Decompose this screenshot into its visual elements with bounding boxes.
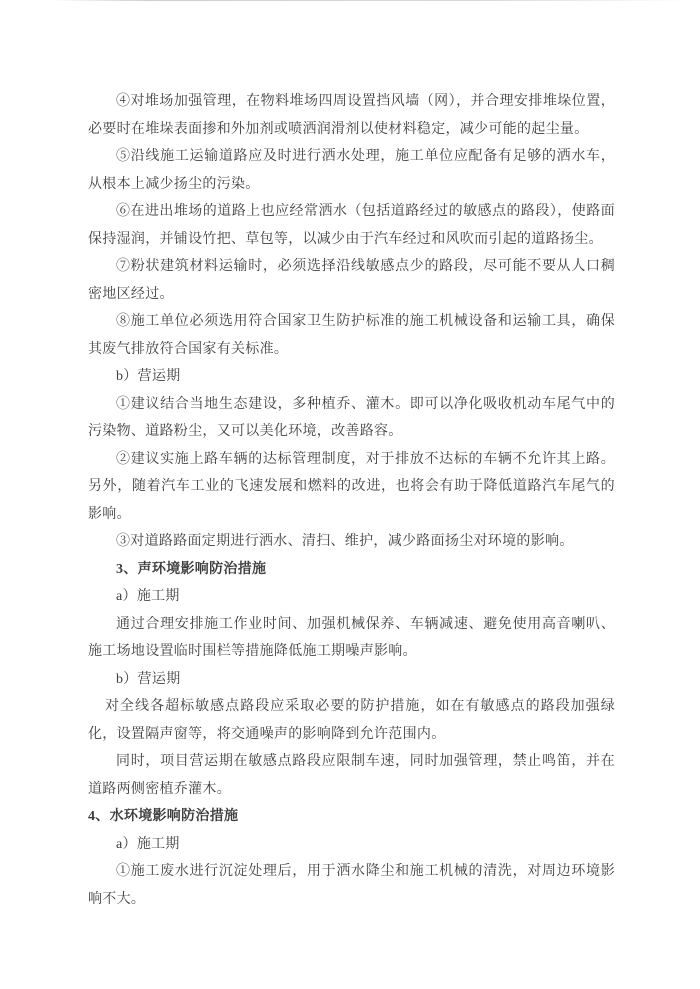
subheading-air-operation-period: b）营运期 xyxy=(116,369,181,384)
heading-water-measures: 4、水环境影响防治措施 xyxy=(88,809,239,824)
subheading-water-construction-period: a）施工期 xyxy=(116,836,180,852)
paragraph-noise-protection: 对全线各超标敏感点路段应采取必要的防护措施，如在有敏感点的路段加强绿化，设置隔声窗等，将交通噪声的影响降到允许范围内。 xyxy=(88,699,615,742)
paragraph-water-wastewater: ①施工废水进行沉淀处理后，用于洒水降尘和施工机械的清洗，对周边环境影响不大。 xyxy=(88,864,615,907)
page-top-edge-artifact xyxy=(52,0,688,1)
paragraph-operation-item-1: ①建议结合当地生态建设，多种植乔、灌木。即可以净化吸收机动车尾气中的污染物、道路粉尘，又可以美化环境，改善路容。 xyxy=(88,396,615,439)
paragraph-noise-speed-limit: 同时，项目营运期在敏感点路段应限制车速，同时加强管理，禁止鸣笛，并在道路两侧密植乔灌木。 xyxy=(88,754,615,797)
paragraph-operation-item-2: ②建议实施上路车辆的达标管理制度，对于排放不达标的车辆不允许其上路。另外，随着汽车工业的飞速发展和燃料的改进，也将会有助于降低道路汽车尾气的影响。 xyxy=(88,451,615,522)
subheading-noise-construction-period: a）施工期 xyxy=(116,589,180,604)
document-text-block xyxy=(88,88,615,913)
paragraph-dust-item-8: ⑧施工单位必须选用符合国家卫生防护标准的施工机械设备和运输工具，确保其废气排放符合国家有关标准。 xyxy=(88,314,615,357)
paragraph-dust-item-6: ⑥在进出堆场的道路上也应经常洒水（包括道路经过的敏感点的路段），使路面保持湿润，并铺设竹把、草包等，以减少由于汽车经过和风吹而引起的道路扬尘。 xyxy=(88,204,615,247)
paragraph-dust-item-5: ⑤沿线施工运输道路应及时进行洒水处理，施工单位应配备有足够的洒水车，从根本上减少扬尘的污染。 xyxy=(88,149,615,192)
paragraph-operation-item-3: ③对道路路面定期进行洒水、清扫、维护，减少路面扬尘对环境的影响。 xyxy=(116,534,574,549)
paragraph-noise-construction: 通过合理安排施工作业时间、加强机械保养、车辆减速、避免使用高音喇叭、施工场地设置临时围栏等措施降低施工期噪声影响。 xyxy=(88,616,615,659)
paragraph-dust-item-7: ⑦粉状建筑材料运输时，必须选择沿线敏感点少的路段，尽可能不要从人口稠密地区经过。 xyxy=(88,259,615,302)
subheading-noise-operation-period: b）营运期 xyxy=(116,671,181,687)
paragraph-dust-item-4: ④对堆场加强管理，在物料堆场四周设置挡风墙（网），并合理安排堆垛位置，必要时在堆垛表面掺和外加剂或喷洒润滑剂以使材料稳定，减少可能的起尘量。 xyxy=(88,94,615,137)
heading-noise-measures: 3、声环境影响防治措施 xyxy=(116,561,267,577)
